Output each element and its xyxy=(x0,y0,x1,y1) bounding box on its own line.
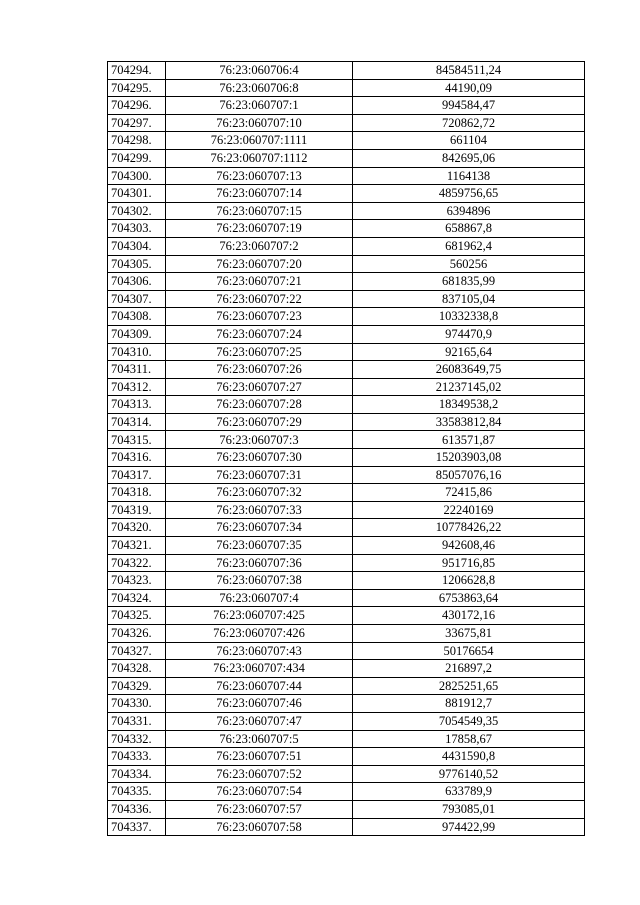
cadastral-number-cell: 76:23:060707:27 xyxy=(166,378,353,396)
table-row xyxy=(108,572,585,590)
cadastral-number-cell: 76:23:060707:10 xyxy=(166,114,353,132)
row-number-cell: 704308. xyxy=(108,308,166,326)
cadastral-number-cell: 76:23:060707:58 xyxy=(166,818,353,836)
cadastral-number-cell: 76:23:060707:38 xyxy=(166,572,353,590)
cadastral-number-cell: 76:23:060707:425 xyxy=(166,607,353,625)
value-cell: 2825251,65 xyxy=(353,677,585,695)
table-row xyxy=(108,396,585,414)
table-row xyxy=(108,818,585,836)
table-row xyxy=(108,62,585,80)
value-cell: 17858,67 xyxy=(353,730,585,748)
cadastral-number-cell: 76:23:060707:14 xyxy=(166,185,353,203)
value-cell: 44190,09 xyxy=(353,79,585,97)
row-number-cell: 704322. xyxy=(108,554,166,572)
row-number-cell: 704324. xyxy=(108,589,166,607)
table-row xyxy=(108,273,585,291)
cadastral-number-cell: 76:23:060707:46 xyxy=(166,695,353,713)
row-number-cell: 704296. xyxy=(108,97,166,115)
value-cell: 9776140,52 xyxy=(353,765,585,783)
row-number-cell: 704334. xyxy=(108,765,166,783)
table-body xyxy=(108,62,585,836)
cadastral-number-cell: 76:23:060707:57 xyxy=(166,800,353,818)
table-row xyxy=(108,642,585,660)
table-row xyxy=(108,167,585,185)
table-row xyxy=(108,431,585,449)
row-number-cell: 704326. xyxy=(108,625,166,643)
value-cell: 22240169 xyxy=(353,501,585,519)
value-cell: 951716,85 xyxy=(353,554,585,572)
cadastral-number-cell: 76:23:060707:34 xyxy=(166,519,353,537)
row-number-cell: 704315. xyxy=(108,431,166,449)
row-number-cell: 704297. xyxy=(108,114,166,132)
table-row xyxy=(108,114,585,132)
value-cell: 837105,04 xyxy=(353,290,585,308)
value-cell: 793085,01 xyxy=(353,800,585,818)
row-number-cell: 704299. xyxy=(108,149,166,167)
table-row xyxy=(108,589,585,607)
value-cell: 4431590,8 xyxy=(353,748,585,766)
value-cell: 974470,9 xyxy=(353,325,585,343)
value-cell: 18349538,2 xyxy=(353,396,585,414)
table-row xyxy=(108,378,585,396)
value-cell: 658867,8 xyxy=(353,220,585,238)
cadastral-number-cell: 76:23:060707:21 xyxy=(166,273,353,291)
cadastral-number-cell: 76:23:060707:13 xyxy=(166,167,353,185)
cadastral-number-cell: 76:23:060707:33 xyxy=(166,501,353,519)
row-number-cell: 704294. xyxy=(108,62,166,80)
table-row xyxy=(108,449,585,467)
cadastral-number-cell: 76:23:060707:426 xyxy=(166,625,353,643)
table-row xyxy=(108,185,585,203)
row-number-cell: 704319. xyxy=(108,501,166,519)
value-cell: 633789,9 xyxy=(353,783,585,801)
table-row xyxy=(108,325,585,343)
cadastral-number-cell: 76:23:060707:28 xyxy=(166,396,353,414)
value-cell: 1164138 xyxy=(353,167,585,185)
value-cell: 560256 xyxy=(353,255,585,273)
table-row xyxy=(108,202,585,220)
value-cell: 6394896 xyxy=(353,202,585,220)
row-number-cell: 704317. xyxy=(108,466,166,484)
cadastral-number-cell: 76:23:060706:4 xyxy=(166,62,353,80)
row-number-cell: 704320. xyxy=(108,519,166,537)
table-row xyxy=(108,625,585,643)
table-row xyxy=(108,308,585,326)
value-cell: 7054549,35 xyxy=(353,712,585,730)
value-cell: 942608,46 xyxy=(353,537,585,555)
cadastral-number-cell: 76:23:060707:54 xyxy=(166,783,353,801)
table-row xyxy=(108,466,585,484)
row-number-cell: 704310. xyxy=(108,343,166,361)
value-cell: 92165,64 xyxy=(353,343,585,361)
row-number-cell: 704333. xyxy=(108,748,166,766)
value-cell: 72415,86 xyxy=(353,484,585,502)
row-number-cell: 704331. xyxy=(108,712,166,730)
value-cell: 33675,81 xyxy=(353,625,585,643)
value-cell: 26083649,75 xyxy=(353,361,585,379)
cadastral-number-cell: 76:23:060707:2 xyxy=(166,237,353,255)
table-row xyxy=(108,730,585,748)
table-row xyxy=(108,79,585,97)
table-row xyxy=(108,800,585,818)
row-number-cell: 704303. xyxy=(108,220,166,238)
value-cell: 681835,99 xyxy=(353,273,585,291)
row-number-cell: 704311. xyxy=(108,361,166,379)
cadastral-number-cell: 76:23:060707:43 xyxy=(166,642,353,660)
cadastral-number-cell: 76:23:060707:47 xyxy=(166,712,353,730)
table-row xyxy=(108,255,585,273)
value-cell: 720862,72 xyxy=(353,114,585,132)
value-cell: 10778426,22 xyxy=(353,519,585,537)
cadastral-number-cell: 76:23:060706:8 xyxy=(166,79,353,97)
cadastral-number-cell: 76:23:060707:1 xyxy=(166,97,353,115)
value-cell: 84584511,24 xyxy=(353,62,585,80)
table-row xyxy=(108,501,585,519)
cadastral-number-cell: 76:23:060707:1111 xyxy=(166,132,353,150)
value-cell: 842695,06 xyxy=(353,149,585,167)
row-number-cell: 704306. xyxy=(108,273,166,291)
value-cell: 430172,16 xyxy=(353,607,585,625)
cadastral-number-cell: 76:23:060707:19 xyxy=(166,220,353,238)
cadastral-number-cell: 76:23:060707:20 xyxy=(166,255,353,273)
cadastral-number-cell: 76:23:060707:15 xyxy=(166,202,353,220)
table-row xyxy=(108,554,585,572)
row-number-cell: 704298. xyxy=(108,132,166,150)
value-cell: 994584,47 xyxy=(353,97,585,115)
table-row xyxy=(108,537,585,555)
row-number-cell: 704295. xyxy=(108,79,166,97)
value-cell: 613571,87 xyxy=(353,431,585,449)
row-number-cell: 704309. xyxy=(108,325,166,343)
table-row xyxy=(108,220,585,238)
cadastral-number-cell: 76:23:060707:1112 xyxy=(166,149,353,167)
cadastral-value-table xyxy=(107,61,585,836)
table-row xyxy=(108,712,585,730)
value-cell: 21237145,02 xyxy=(353,378,585,396)
table-row xyxy=(108,519,585,537)
cadastral-number-cell: 76:23:060707:3 xyxy=(166,431,353,449)
row-number-cell: 704312. xyxy=(108,378,166,396)
cadastral-number-cell: 76:23:060707:25 xyxy=(166,343,353,361)
cadastral-number-cell: 76:23:060707:31 xyxy=(166,466,353,484)
row-number-cell: 704335. xyxy=(108,783,166,801)
table-row xyxy=(108,290,585,308)
table-row xyxy=(108,237,585,255)
cadastral-number-cell: 76:23:060707:24 xyxy=(166,325,353,343)
table-row xyxy=(108,149,585,167)
table-row xyxy=(108,97,585,115)
row-number-cell: 704325. xyxy=(108,607,166,625)
row-number-cell: 704313. xyxy=(108,396,166,414)
row-number-cell: 704336. xyxy=(108,800,166,818)
row-number-cell: 704332. xyxy=(108,730,166,748)
cadastral-number-cell: 76:23:060707:4 xyxy=(166,589,353,607)
value-cell: 661104 xyxy=(353,132,585,150)
cadastral-number-cell: 76:23:060707:32 xyxy=(166,484,353,502)
cadastral-number-cell: 76:23:060707:23 xyxy=(166,308,353,326)
row-number-cell: 704321. xyxy=(108,537,166,555)
table-row xyxy=(108,748,585,766)
value-cell: 6753863,64 xyxy=(353,589,585,607)
cadastral-number-cell: 76:23:060707:36 xyxy=(166,554,353,572)
cadastral-number-cell: 76:23:060707:51 xyxy=(166,748,353,766)
value-cell: 1206628,8 xyxy=(353,572,585,590)
cadastral-number-cell: 76:23:060707:22 xyxy=(166,290,353,308)
value-cell: 50176654 xyxy=(353,642,585,660)
row-number-cell: 704318. xyxy=(108,484,166,502)
table-row xyxy=(108,132,585,150)
row-number-cell: 704305. xyxy=(108,255,166,273)
value-cell: 4859756,65 xyxy=(353,185,585,203)
value-cell: 216897,2 xyxy=(353,660,585,678)
table-row xyxy=(108,484,585,502)
row-number-cell: 704329. xyxy=(108,677,166,695)
value-cell: 85057076,16 xyxy=(353,466,585,484)
row-number-cell: 704328. xyxy=(108,660,166,678)
row-number-cell: 704301. xyxy=(108,185,166,203)
table-row xyxy=(108,413,585,431)
table-row xyxy=(108,783,585,801)
cadastral-number-cell: 76:23:060707:29 xyxy=(166,413,353,431)
row-number-cell: 704304. xyxy=(108,237,166,255)
value-cell: 881912,7 xyxy=(353,695,585,713)
row-number-cell: 704302. xyxy=(108,202,166,220)
row-number-cell: 704323. xyxy=(108,572,166,590)
table-row xyxy=(108,660,585,678)
cadastral-number-cell: 76:23:060707:52 xyxy=(166,765,353,783)
row-number-cell: 704307. xyxy=(108,290,166,308)
row-number-cell: 704327. xyxy=(108,642,166,660)
row-number-cell: 704330. xyxy=(108,695,166,713)
table-row xyxy=(108,343,585,361)
table-row xyxy=(108,677,585,695)
cadastral-number-cell: 76:23:060707:26 xyxy=(166,361,353,379)
row-number-cell: 704314. xyxy=(108,413,166,431)
value-cell: 33583812,84 xyxy=(353,413,585,431)
cadastral-number-cell: 76:23:060707:5 xyxy=(166,730,353,748)
row-number-cell: 704337. xyxy=(108,818,166,836)
cadastral-number-cell: 76:23:060707:434 xyxy=(166,660,353,678)
table-row xyxy=(108,361,585,379)
table-row xyxy=(108,695,585,713)
value-cell: 974422,99 xyxy=(353,818,585,836)
value-cell: 15203903,08 xyxy=(353,449,585,467)
cadastral-number-cell: 76:23:060707:30 xyxy=(166,449,353,467)
row-number-cell: 704316. xyxy=(108,449,166,467)
table-row xyxy=(108,607,585,625)
table-row xyxy=(108,765,585,783)
row-number-cell: 704300. xyxy=(108,167,166,185)
cadastral-number-cell: 76:23:060707:44 xyxy=(166,677,353,695)
value-cell: 10332338,8 xyxy=(353,308,585,326)
cadastral-number-cell: 76:23:060707:35 xyxy=(166,537,353,555)
value-cell: 681962,4 xyxy=(353,237,585,255)
